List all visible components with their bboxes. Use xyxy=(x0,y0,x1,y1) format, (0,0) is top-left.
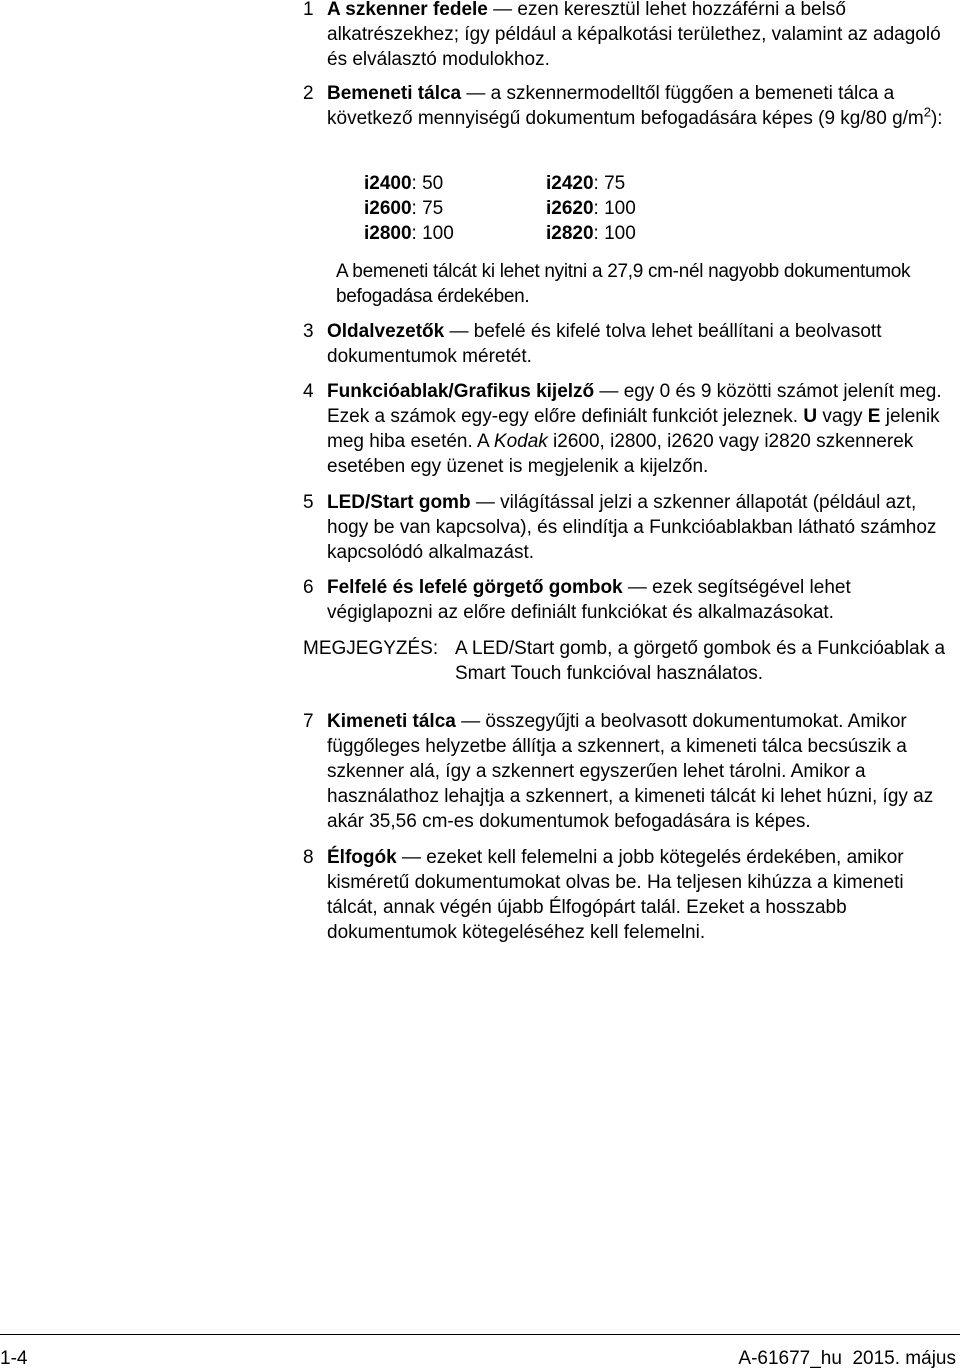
item-text: jelenik meg hiba esetén. A xyxy=(327,406,940,452)
table-row xyxy=(364,171,636,196)
footer-divider xyxy=(0,1334,960,1335)
superscript: 2 xyxy=(923,104,931,120)
item-text: — a szkennermodelltől függően a bemeneti tálca a következő mennyiségű dokumentum befogadására képes (9 kg/80 g/m xyxy=(327,83,924,129)
model-value: : 100 xyxy=(593,198,636,219)
item-number: 4 xyxy=(303,381,314,402)
item-number: 6 xyxy=(303,577,314,598)
document-id: A-61677_hu 2015. május xyxy=(738,1348,956,1369)
model-name: i2800 xyxy=(364,223,412,244)
model-value: : 100 xyxy=(411,223,454,244)
table-row xyxy=(364,221,636,246)
list-item-5 xyxy=(303,490,959,565)
item-number: 7 xyxy=(303,711,314,732)
model-capacity-table xyxy=(364,171,636,246)
error-code-e: E xyxy=(867,406,881,427)
model-value: : 75 xyxy=(411,198,444,219)
model-name: i2400 xyxy=(364,173,412,194)
item-text: — világítással jelzi a szkenner állapotát (például azt, hogy be van kapcsolva), és elindítja a Funkcióablakban látható számhoz kapcsolódó alkalmazást. xyxy=(327,492,937,563)
model-value: : 100 xyxy=(593,223,636,244)
note-label: MEGJEGYZÉS: xyxy=(303,638,439,659)
tray-note: A bemeneti tálcát ki lehet nyitni a 27,9 cm-nél nagyobb dokumentumok befogadása érdekében. xyxy=(336,261,911,307)
item-number: 2 xyxy=(303,83,314,104)
item-text: — ezeket kell felemelni a jobb kötegelés érdekében, amikor kisméretű dokumentumokat olvas be. Ha teljesen kihúzza a kimeneti tálcát, annak végén újabb Élfogópárt talál. Ezeket a hosszabb dokumentumok kötegeléséhez kell felemelni. xyxy=(327,847,904,943)
table-row xyxy=(364,196,636,221)
item-text: i2600, i2800, i2620 vagy i2820 szkennerek esetében egy üzenet is megjelenik a kijelzőn. xyxy=(327,431,914,477)
error-code-u: U xyxy=(803,406,818,427)
item-title: LED/Start gomb xyxy=(327,492,471,513)
item-title: Oldalvezetők xyxy=(327,321,445,342)
item-text-after: ): xyxy=(930,108,943,129)
item-text: — befelé és kifelé tolva lehet beállítani a beolvasott dokumentumok méretét. xyxy=(327,321,882,367)
note-text: A LED/Start gomb, a görgető gombok és a Funkcióablak a Smart Touch funkcióval használatos. xyxy=(455,638,946,684)
item-text: — összegyűjti a beolvasott dokumentumokat. Amikor függőleges helyzetbe állítja a szkennert, a kimeneti tálca becsúszik a szkenner alá, így a szkennert egyszerűen lehet tárolni. Amikor a használathoz lehajtja a szkennert, a kimeneti tálcát ki lehet húzni, így az akár 35,56 cm-es dokumentumok befogadására is képes. xyxy=(327,711,934,832)
item-text: — ezen keresztül lehet hozzáférni a belső alkatrészekhez; így például a képalkotási területhez, valamint az adagoló és elválasztó modulokhoz. xyxy=(327,0,941,70)
list-item-6 xyxy=(303,575,959,625)
item-number: 8 xyxy=(303,847,314,868)
item-text: vagy xyxy=(817,406,868,427)
list-item-8 xyxy=(303,845,959,945)
list-item-3 xyxy=(303,319,959,369)
model-value: : 75 xyxy=(593,173,626,194)
page-number: 1-4 xyxy=(0,1348,28,1369)
note-block xyxy=(303,636,959,686)
item-title: Bemeneti tálca xyxy=(327,83,462,104)
model-name: i2420 xyxy=(546,173,594,194)
item-text: — egy 0 és 9 közötti számot jelenít meg. Ezek a számok egy-egy előre definiált funkciót jeleznek. xyxy=(327,381,942,427)
item-number: 3 xyxy=(303,321,314,342)
list-item-2 xyxy=(303,81,959,131)
item-number: 1 xyxy=(303,0,314,20)
item-title: Funkcióablak/Grafikus kijelző xyxy=(327,381,595,402)
model-name: i2620 xyxy=(546,198,594,219)
list-item-7 xyxy=(303,709,959,834)
model-name: i2820 xyxy=(546,223,594,244)
list-item-1 xyxy=(303,0,959,72)
item-title: Kimeneti tálca xyxy=(327,711,456,732)
item-title: Élfogók xyxy=(327,847,397,868)
model-name: i2600 xyxy=(364,198,412,219)
item-text: — ezek segítségével lehet végiglapozni az előre definiált funkciókat és alkalmazásokat. xyxy=(327,577,851,623)
item-title: Felfelé és lefelé görgető gombok xyxy=(327,577,623,598)
item-title: A szkenner fedele xyxy=(327,0,488,20)
model-value: : 50 xyxy=(411,173,444,194)
brand-name: Kodak xyxy=(493,431,548,452)
list-item-4 xyxy=(303,379,959,479)
item-number: 5 xyxy=(303,492,314,513)
